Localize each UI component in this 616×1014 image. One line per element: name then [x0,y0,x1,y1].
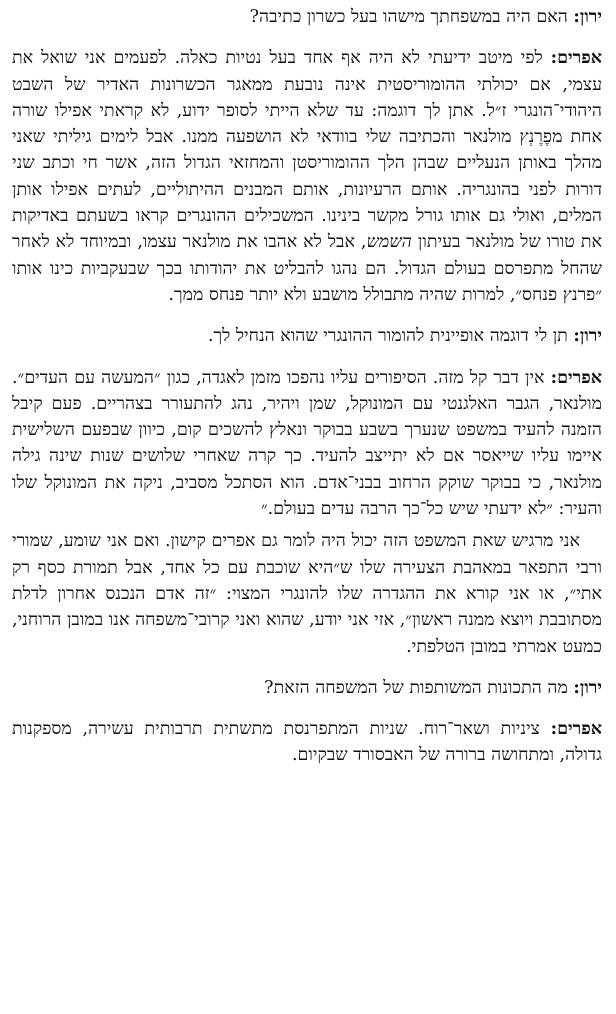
speaker-label: אפרים: [550,48,602,69]
newspaper-name: השמש [366,232,412,253]
paragraph-text-continued: , אבל לא אהבו את מולנאר עצמו, ובמיוחד לא לאחר שהחל מתפרסם בעולם הגדול. הם נהגו להבליט את יהודותו בכך שבעקביות כינו אותו ״פרנץ פנחס״, למרות שהיה מתבולל מושבע ולא יותר פנחס ממך. [12,232,602,305]
speaker-label: אפרים: [550,719,602,740]
paragraph-text: האם היה במשפחתך מישהו בעל כשרון כתיבה? [249,7,574,27]
speaker-label: ירון: [573,7,602,27]
speaker-label: ירון: [573,677,602,698]
paragraph-question-3 [12,675,602,701]
paragraph-text: לפי מיטב ידיעתי לא היה אף אחד בעל נטיות כאלה. לפעמים אני שואל את עצמי, אם יכולתי ההומוריסטית אינה נובעת ממאגר הכשרונות האדיר של השבט היהודי־הונגרי ז״ל. אתן לך דוגמה: עד שלא הייתי לסופר ידוע, לא קראתי אפילו שורה אחת מפֶרֶנְץ מולנאר והכתיבה שלי בוודאי לא הושפעה ממנו. אבל לימים גיליתי שאני מהלך באותן הנעליים שבהן הלך ההומוריסטן והמחזאי הגדול הזה, אשר חי וכתב שני דורות לפני בהונגריה. אותם הרעיונות, אותם המבנים ההיתוליים, לעתים אפילו אותן המלים, ואולי גם אותו גורל מקשר בינינו. המשכילים ההונגרים קראו בשעתם באדיקות את טורו של מולנאר בעיתון [12,48,602,253]
paragraph-question-2 [12,323,602,349]
paragraph-text: ציניות ושאר־רוח. שניות המתפרנסת מתשתית תרבותית עשירה, מספקנות גדולה, ומתחושה ברורה של האבסורד שבקיום. [12,719,602,766]
paragraph-text: אני מרגיש שאת המשפט הזה יכול היה לומר גם אפרים קישון. ואם אני שומע, שמורי ורבי התפאר במאהבת הצעירה שלו ש״היא שוכבת עם כל אחד, אבל תמורת כסף רק אתי״, או אני קורא את ההגדרה שלו להונגרי המצוי: ״זה אדם הנכנס אחרון לדלת מסתובבת ויוצא ממנה ראשון״, אזי אני יודע, שהוא ואני קרובי־משפחה אנו במובן הרוחני, כמעט אמרתי במובן הטלפתי. [12,531,602,657]
paragraph-answer-2 [12,365,602,523]
paragraph-answer-1 [12,45,602,308]
paragraph-answer-3 [12,716,602,769]
paragraph-text: אין דבר קל מזה. הסיפורים עליו נהפכו מזמן לאגדה, כגון ״המעשה עם העדים״. מולנאר, הגבר האלגנטי עם המונוקל, שמן ויהיר, נהג להתעורר בצהריים. פעם קיבל הזמנה להעיד במשפט שנערך בשבע בבוקר ונאלץ להשכים קום, כיוון שבפעם השלישית איימו עליו שייאסר אם לא יתייצב להעיד. כך קרה שאחרי שלושים שנות שינה גילה מולנאר, כי בבוקר שוקק הרחוב בבני־אדם. הוא הסתכל מסביב, ניקה את המונוקל שלו והעיר: ״לא ידעתי שיש כל־כך הרבה עדים בעולם.״ [12,367,602,520]
paragraph-text: תן לי דוגמה אופיינית להומור ההונגרי שהוא הנחיל לך. [207,326,574,347]
paragraph-answer-2-continued [12,528,602,659]
speaker-label: אפרים: [550,367,602,388]
speaker-label: ירון: [573,326,602,347]
paragraph-text: מה התכונות המשותפות של המשפחה הזאת? [264,677,574,698]
paragraph-question-1 [12,4,602,30]
